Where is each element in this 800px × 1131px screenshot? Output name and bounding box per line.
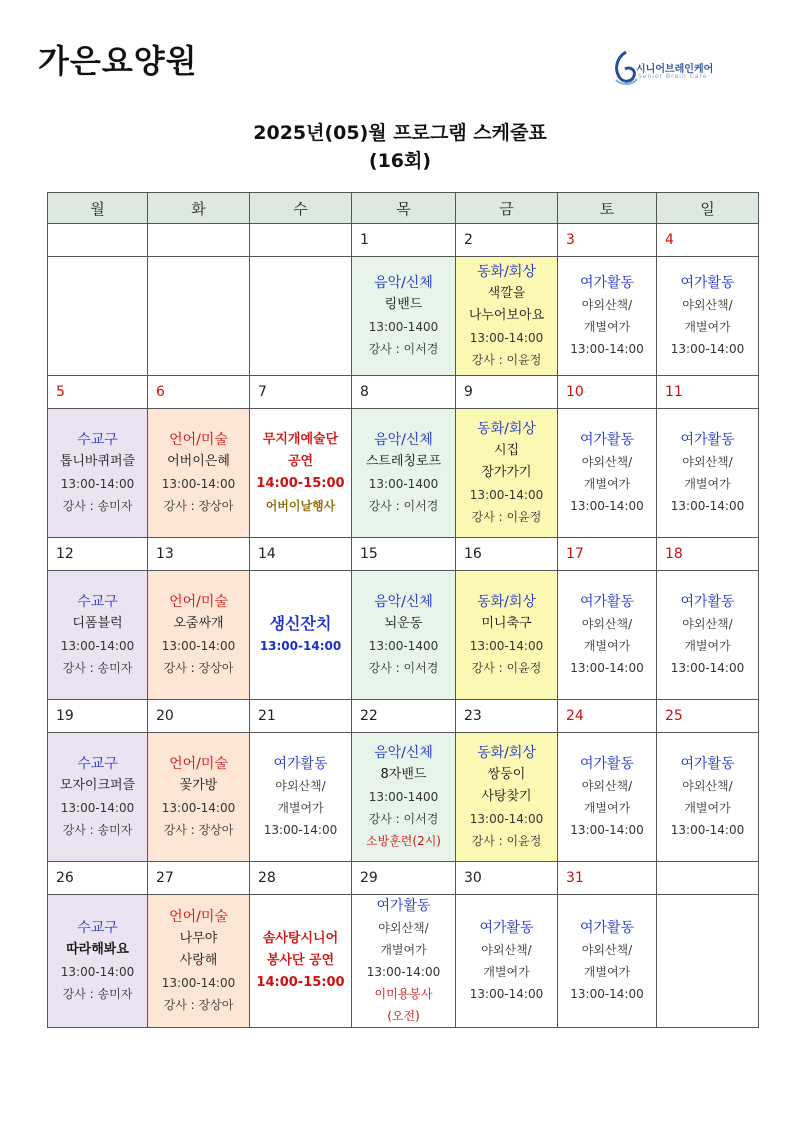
date-row [48,538,759,571]
activity-detail: 야외산책/ [481,943,532,957]
activity-time: 13:00-1400 [368,477,439,491]
activity-title: 시집 [493,443,520,458]
logo-mark-icon [612,50,638,86]
activity-time: 13:00-14:00 [161,801,236,815]
activity-row [48,571,759,700]
activity-category: 수교구 [77,756,118,772]
activity-cell-music [352,409,456,538]
activity-note: (오전) [387,1009,420,1023]
activity-instructor: 강사 : 이윤정 [471,353,542,367]
activity-cell-music [352,733,456,862]
activity-instructor: 강사 : 이서경 [368,342,439,356]
weekday-tue: 화 [148,193,250,224]
activity-cell-music [352,257,456,376]
activity-cell-craft [48,733,148,862]
activity-time: 13:00-14:00 [161,639,236,653]
event-time: 13:00-14:00 [259,639,342,653]
event-title: 공연 [287,454,314,469]
schedule-table [47,192,759,1028]
activity-category: 여가활동 [273,756,328,772]
activity-title: 어버이은혜 [167,454,230,469]
activity-cell-story [456,257,558,376]
event-time: 14:00-15:00 [256,476,345,491]
activity-title: 꽃가방 [179,778,218,793]
activity-category: 동화/회상 [477,745,536,761]
date-cell: 24 [558,700,657,733]
weekday-thu: 목 [352,193,456,224]
date-row [48,224,759,257]
activity-cell-story [456,733,558,862]
activity-time: 13:00-14:00 [570,987,644,1001]
activity-detail: 개별여가 [583,639,631,653]
activity-detail: 개별여가 [583,801,631,815]
activity-time: 13:00-14:00 [263,823,338,837]
date-cell: 1 [352,224,456,257]
activity-instructor: 강사 : 송미자 [62,499,133,513]
activity-cell-event [250,571,352,700]
activity-cell-craft [48,571,148,700]
date-cell [48,224,148,257]
activity-instructor: 강사 : 이서경 [368,661,439,675]
activity-time: 13:00-14:00 [469,639,544,653]
activity-title: 쌍둥이 [487,767,526,782]
activity-detail: 개별여가 [483,965,530,979]
activity-detail: 개별여가 [583,477,631,491]
date-cell: 21 [250,700,352,733]
activity-cell-leisure [657,571,759,700]
activity-detail: 개별여가 [684,477,731,491]
activity-detail: 개별여가 [684,801,731,815]
activity-instructor: 강사 : 이윤정 [471,661,542,675]
date-row [48,376,759,409]
event-time: 14:00-15:00 [256,975,345,990]
activity-cell-leisure [558,571,657,700]
event-title: 무지개예술단 [262,432,339,447]
date-cell: 10 [558,376,657,409]
activity-detail: 야외산책/ [682,617,733,631]
activity-cell-music [352,571,456,700]
weekday-mon: 월 [48,193,148,224]
date-cell: 11 [657,376,759,409]
activity-cell-leisure [558,257,657,376]
activity-time: 13:00-14:00 [60,639,135,653]
date-row [48,862,759,895]
activity-time: 13:00-14:00 [670,342,745,356]
activity-time: 13:00-1400 [368,790,439,804]
date-cell: 25 [657,700,759,733]
activity-category: 여가활동 [479,920,534,936]
activity-time: 13:00-14:00 [670,661,745,675]
date-cell: 17 [558,538,657,571]
schedule-title: 2025년(05)월 프로그램 스케줄표 [253,122,547,144]
activity-cell-leisure [558,409,657,538]
activity-title: 스트레칭로프 [365,454,442,469]
date-cell: 5 [48,376,148,409]
date-cell: 23 [456,700,558,733]
activity-instructor: 강사 : 장상아 [163,499,234,513]
activity-cell-empty [657,895,759,1028]
activity-category: 동화/회상 [477,594,536,610]
date-cell: 16 [456,538,558,571]
weekday-wed: 수 [250,193,352,224]
activity-detail: 야외산책/ [581,298,633,312]
weekday-sun: 일 [657,193,759,224]
activity-title: 사탕찾기 [481,789,532,804]
activity-time: 13:00-14:00 [366,965,441,979]
activity-time: 13:00-14:00 [60,477,135,491]
activity-category: 수교구 [77,920,118,936]
date-cell: 15 [352,538,456,571]
activity-category: 여가활동 [579,275,635,291]
date-cell: 26 [48,862,148,895]
activity-title: 뇌운동 [384,616,423,631]
event-title: 생신잔치 [269,614,332,633]
date-cell [657,862,759,895]
activity-time: 13:00-14:00 [570,823,644,837]
event-title: 솜사탕시니어 [262,931,339,946]
activity-time: 13:00-1400 [368,639,439,653]
activity-category: 여가활동 [680,432,735,448]
activity-title: 모자이크퍼즐 [59,778,136,793]
activity-time: 13:00-14:00 [161,477,236,491]
activity-detail: 야외산책/ [581,455,633,469]
activity-title: 미니축구 [481,616,532,631]
event-note: 어버이날행사 [265,499,336,513]
activity-time: 13:00-14:00 [60,801,135,815]
activity-cell-empty [48,257,148,376]
activity-cell-event [250,895,352,1028]
activity-cell-empty [250,257,352,376]
activity-cell-leisure [657,409,759,538]
activity-cell-story [456,571,558,700]
activity-instructor: 강사 : 장상아 [163,998,234,1012]
activity-time: 13:00-14:00 [469,488,544,502]
activity-note: 소방훈련(2시) [366,834,441,848]
activity-title: 디폼블럭 [72,616,123,631]
activity-category: 음악/신체 [374,275,433,291]
date-cell: 31 [558,862,657,895]
activity-category: 언어/미술 [169,594,228,610]
activity-title: 색깔을 [487,286,526,301]
brand-title: 가은요양원 [38,42,198,80]
activity-time: 13:00-14:00 [469,987,544,1001]
activity-category: 여가활동 [579,920,635,936]
activity-row [48,257,759,376]
activity-time: 13:00-14:00 [670,823,745,837]
activity-category: 음악/신체 [374,432,433,448]
date-cell: 28 [250,862,352,895]
activity-time: 13:00-14:00 [60,965,135,979]
activity-time: 13:00-14:00 [570,661,644,675]
activity-category: 여가활동 [579,594,635,610]
activity-instructor: 강사 : 이서경 [368,499,439,513]
activity-category: 음악/신체 [374,745,433,761]
activity-instructor: 강사 : 송미자 [62,823,133,837]
activity-row [48,409,759,538]
activity-cell-leisure [250,733,352,862]
date-cell: 29 [352,862,456,895]
date-cell: 9 [456,376,558,409]
activity-detail: 야외산책/ [682,298,733,312]
activity-detail: 개별여가 [583,965,631,979]
date-cell [250,224,352,257]
activity-category: 동화/회상 [477,421,536,437]
activity-time: 13:00-14:00 [570,499,644,513]
activity-instructor: 강사 : 이서경 [368,812,439,826]
activity-category: 음악/신체 [374,594,433,610]
activity-cell-language [148,733,250,862]
activity-title: 톱니바퀴퍼즐 [59,454,136,469]
activity-instructor: 강사 : 송미자 [62,661,133,675]
weekday-fri: 금 [456,193,558,224]
activity-detail: 개별여가 [277,801,324,815]
activity-category: 동화/회상 [477,264,536,280]
activity-detail: 야외산책/ [275,779,326,793]
logo-text: 시니어브레인케어 [636,64,714,75]
activity-instructor: 강사 : 송미자 [62,987,133,1001]
date-cell: 30 [456,862,558,895]
activity-time: 13:00-14:00 [469,812,544,826]
activity-time: 13:00-14:00 [469,331,544,345]
activity-title: 나무야 [179,931,218,946]
activity-cell-craft [48,895,148,1028]
activity-detail: 개별여가 [583,320,631,334]
activity-detail: 야외산책/ [581,943,633,957]
logo-subtext: Senior Brain Care [638,73,708,80]
activity-title: 링밴드 [384,297,423,312]
date-row [48,700,759,733]
activity-category: 여가활동 [680,756,735,772]
activity-time: 13:00-1400 [368,320,439,334]
activity-cell-empty [148,257,250,376]
date-cell: 19 [48,700,148,733]
activity-title: 8자밴드 [380,767,427,782]
activity-title: 따라해봐요 [66,942,129,957]
activity-cell-leisure [558,733,657,862]
logo [612,50,762,90]
activity-detail: 야외산책/ [378,921,429,935]
date-cell: 12 [48,538,148,571]
activity-category: 여가활동 [680,594,735,610]
activity-category: 언어/미술 [169,909,228,925]
activity-detail: 야외산책/ [581,617,633,631]
activity-row [48,895,759,1028]
activity-category: 언어/미술 [169,432,228,448]
activity-cell-leisure [456,895,558,1028]
activity-time: 13:00-14:00 [161,976,236,990]
date-cell: 20 [148,700,250,733]
date-cell: 2 [456,224,558,257]
activity-cell-leisure [657,257,759,376]
date-cell: 4 [657,224,759,257]
date-cell: 18 [657,538,759,571]
activity-category: 여가활동 [579,432,635,448]
date-cell: 14 [250,538,352,571]
activity-cell-language [148,895,250,1028]
activity-detail: 야외산책/ [682,779,733,793]
date-cell: 13 [148,538,250,571]
date-cell: 6 [148,376,250,409]
activity-instructor: 강사 : 장상아 [163,823,234,837]
activity-category: 여가활동 [680,275,735,291]
activity-category: 수교구 [77,594,118,610]
activity-detail: 개별여가 [684,639,731,653]
activity-cell-leisure [657,733,759,862]
activity-category: 여가활동 [579,756,635,772]
activity-category: 언어/미술 [169,756,228,772]
activity-time: 13:00-14:00 [670,499,745,513]
date-cell: 27 [148,862,250,895]
date-cell: 7 [250,376,352,409]
activity-cell-language [148,409,250,538]
date-cell: 3 [558,224,657,257]
activity-detail: 야외산책/ [581,779,633,793]
date-cell: 22 [352,700,456,733]
activity-cell-leisure [558,895,657,1028]
activity-instructor: 강사 : 이윤정 [471,834,542,848]
activity-category: 여가활동 [376,898,431,914]
activity-note: 이미용봉사 [374,987,433,1001]
activity-title: 오줌싸개 [173,616,224,631]
activity-instructor: 강사 : 이윤정 [471,510,542,524]
activity-title: 장가가기 [481,465,532,480]
event-title: 봉사단 공연 [266,953,335,968]
schedule-session-count: (16회) [368,150,432,172]
activity-cell-craft [48,409,148,538]
activity-title: 나누어보아요 [468,308,545,323]
activity-cell-language [148,571,250,700]
activity-cell-leisure [352,895,456,1028]
activity-detail: 개별여가 [684,320,731,334]
activity-category: 수교구 [77,432,118,448]
activity-time: 13:00-14:00 [570,342,644,356]
activity-row [48,733,759,862]
activity-detail: 야외산책/ [682,455,733,469]
activity-instructor: 강사 : 장상아 [163,661,234,675]
activity-cell-event [250,409,352,538]
activity-title: 사랑해 [179,953,218,968]
activity-cell-story [456,409,558,538]
weekday-sat: 토 [558,193,657,224]
date-cell [148,224,250,257]
date-cell: 8 [352,376,456,409]
weekday-header-row [48,193,759,224]
activity-detail: 개별여가 [380,943,427,957]
